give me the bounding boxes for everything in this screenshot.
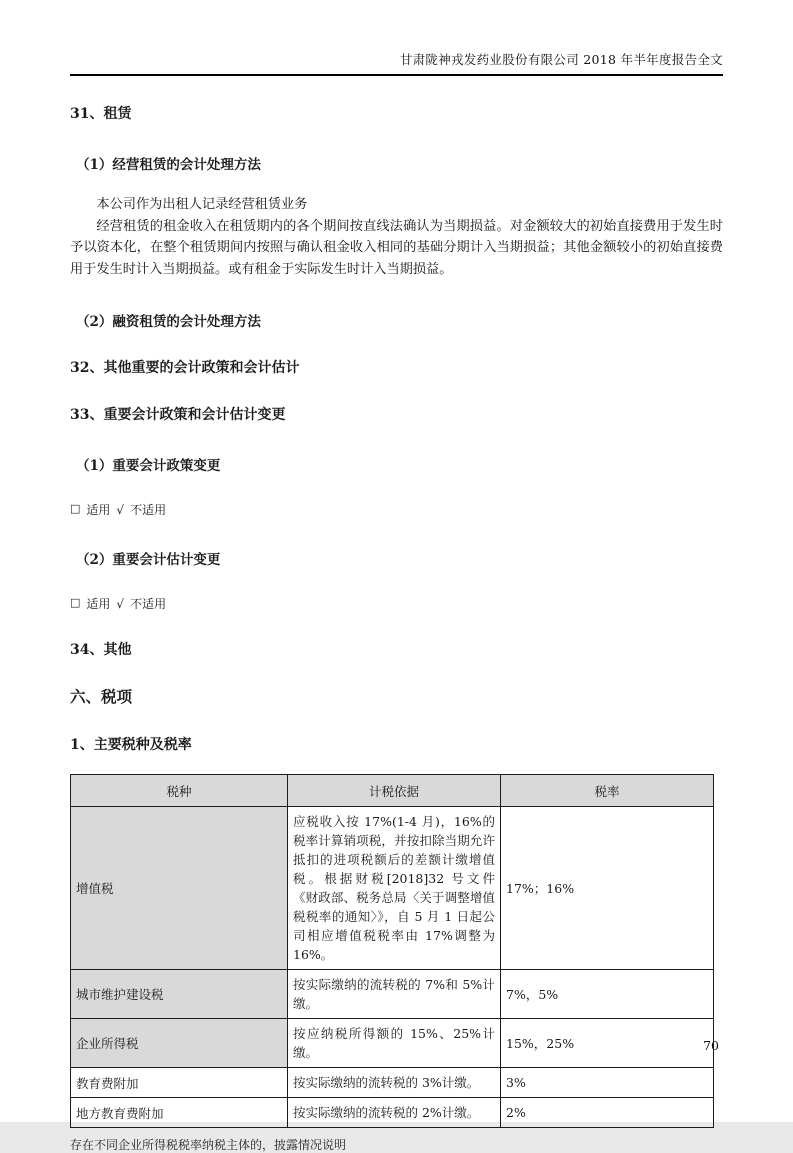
tax-basis-cell: 应税收入按 17%(1-4 月)，16%的税率计算销项税，并按扣除当期允许抵扣的进项税额后的差额计缴增值税。根据财税[2018]32 号文件 《财政部、税务总局〈关于调整增值税税率的通知〉》，自 5 月 1 日起公司相应增值税税率由 17%调整为 16%。	[288, 807, 501, 970]
applicability-row-estimate	[70, 595, 723, 612]
heading-33: 33、重要会计政策和会计估计变更	[70, 407, 286, 423]
check-icon: √	[116, 502, 125, 517]
page-number: 70	[703, 1038, 719, 1053]
tax-name-cell: 教育费附加	[71, 1068, 288, 1098]
tax-table-header-basis: 计税依据	[288, 775, 501, 807]
table-row-urban-maintenance	[71, 970, 714, 1019]
tax-table-header-tax: 税种	[71, 775, 288, 807]
tax-rate-cell: 15%，25%	[501, 1019, 714, 1068]
table-row-education-surcharge	[71, 1068, 714, 1098]
applicable-label: 适用	[86, 503, 111, 517]
tax-basis-cell: 按实际缴纳的流转税的 7%和 5%计缴。	[288, 970, 501, 1019]
tax-basis-cell: 按实际缴纳的流转税的 2%计缴。	[288, 1098, 501, 1128]
heading-31-2: （2）融资租赁的会计处理方法	[76, 314, 261, 330]
tax-rate-cell: 2%	[501, 1098, 714, 1128]
heading-6-tax: 六、税项	[70, 687, 133, 706]
checkbox-icon: □	[70, 596, 81, 609]
heading-6-1: 1、主要税种及税率	[70, 737, 192, 753]
heading-34: 34、其他	[70, 642, 132, 658]
tax-basis-cell: 按实际缴纳的流转税的 3%计缴。	[288, 1068, 501, 1098]
table-row-vat	[71, 807, 714, 970]
table-note: 存在不同企业所得税税率纳税主体的，披露情况说明	[70, 1138, 347, 1152]
not-applicable-label: 不适用	[130, 597, 167, 611]
heading-32: 32、其他重要的会计政策和会计估计	[70, 360, 300, 376]
check-icon: √	[116, 596, 125, 611]
not-applicable-label: 不适用	[130, 503, 167, 517]
heading-33-1: （1）重要会计政策变更	[76, 458, 221, 474]
paragraph-lessor: 本公司作为出租人记录经营租赁业务	[96, 197, 308, 212]
table-row-local-education-surcharge	[71, 1098, 714, 1128]
checkbox-icon: □	[70, 502, 81, 515]
heading-31: 31、租赁	[70, 106, 132, 122]
applicable-label: 适用	[86, 597, 111, 611]
tax-table-header-rate: 税率	[501, 775, 714, 807]
tax-basis-cell: 按应纳税所得额的 15%、25%计缴。	[288, 1019, 501, 1068]
tax-table-header-row	[71, 775, 714, 807]
tax-rate-cell: 17%；16%	[501, 807, 714, 970]
tax-rate-cell: 3%	[501, 1068, 714, 1098]
tax-table	[70, 774, 714, 1128]
applicability-row-policy	[70, 501, 723, 518]
tax-rate-cell: 7%，5%	[501, 970, 714, 1019]
document-header-title: 甘肃陇神戎发药业股份有限公司 2018 年半年度报告全文	[399, 52, 723, 67]
heading-31-1: （1）经营租赁的会计处理方法	[76, 157, 261, 173]
paragraph-operating-lease: 经营租赁的租金收入在租赁期内的各个期间按直线法确认为当期损益。对金额较大的初始直接费用于发生时予以资本化，在整个租赁期间内按照与确认租金收入相同的基础分期计入当期损益；其他金额较小的初始直接费用于发生时计入当期损益。或有租金于实际发生时计入当期损益。	[70, 218, 723, 277]
header-rule	[70, 74, 723, 76]
tax-name-cell: 企业所得税	[71, 1019, 288, 1068]
heading-33-2: （2）重要会计估计变更	[76, 552, 221, 568]
table-row-corporate-income	[71, 1019, 714, 1068]
tax-name-cell: 城市维护建设税	[71, 970, 288, 1019]
tax-name-cell: 地方教育费附加	[71, 1098, 288, 1128]
tax-name-cell: 增值税	[71, 807, 288, 970]
